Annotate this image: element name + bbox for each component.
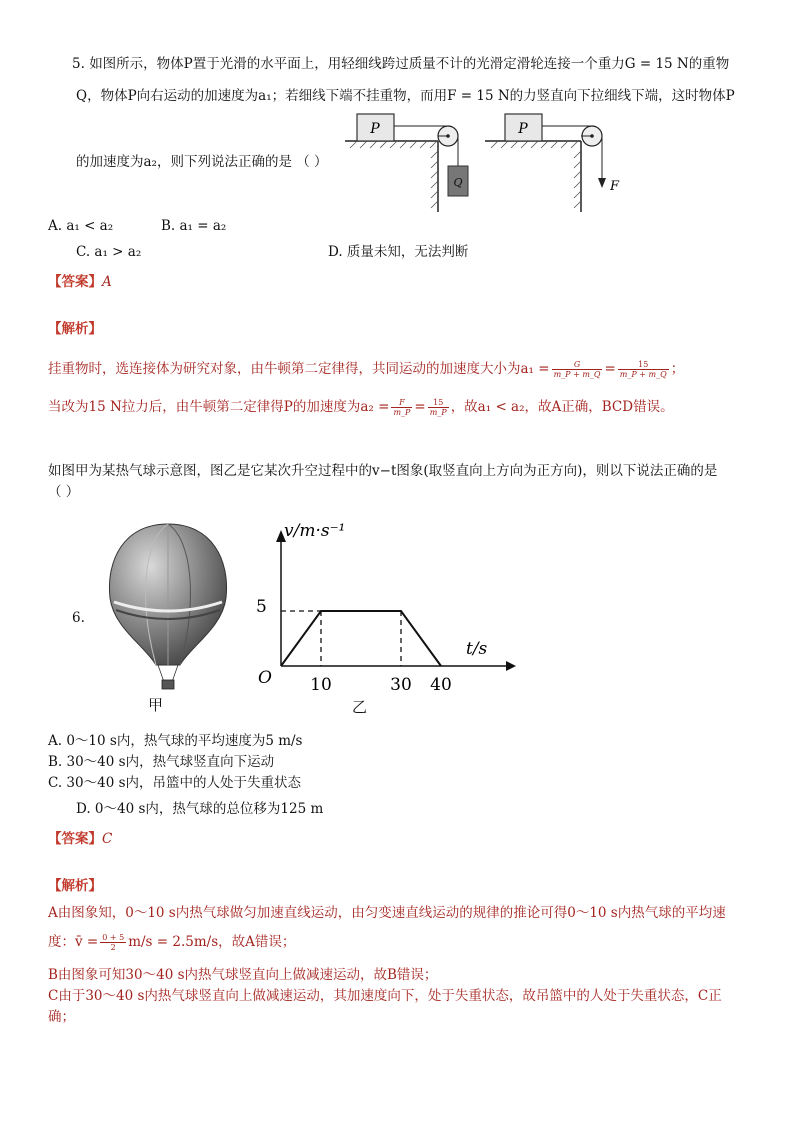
q5-stem-line2: Q，物体P向右运动的加速度为a₁；若细线下端不挂重物，而用F = 15 N的力竖直向下拉细线下端，这时物体P <box>76 88 735 104</box>
q6-stem-line1: 如图甲为某热气球示意图，图乙是它某次升空过程中的v−t图象(取竖直向上方向为正方向)，则以下说法正确的是 <box>48 463 718 479</box>
q6-analysis-c-line2: 确； <box>48 1009 75 1025</box>
q5-stem-line3: 的加速度为a₂，则下列说法正确的是 （ ） <box>76 154 328 170</box>
q6-option-d: D. 0～40 s内，热气球的总位移为125 m <box>76 801 324 817</box>
x-tick-label: 30 <box>390 675 412 695</box>
q5-analysis-line1: 挂重物时，选连接体为研究对象，由牛顿第二定律得，共同运动的加速度大小为a₁ = $\frac{G}{m\_P + m\_Q}$ = $\frac{15}{m\_P + m\_Q}$ ； <box>48 360 685 379</box>
svg-text:Q: Q <box>453 176 463 189</box>
q5-pulley-figure <box>345 108 635 216</box>
q5-option-c: C. a₁ > a₂ <box>76 244 142 260</box>
q6-analysis-a-line1: A由图象知，0～10 s内热气球做匀加速直线运动，由匀变速直线运动的规律的推论可得0～10 s内热气球的平均速 <box>48 905 726 921</box>
svg-text:P: P <box>370 121 380 137</box>
v-t-graph <box>240 510 520 720</box>
q6-number: 6. <box>72 610 85 626</box>
q6-analysis-b: B由图象可知30～40 s内热气球竖直向上做减速运动，故B错误； <box>48 967 438 983</box>
x-tick-label: 10 <box>310 675 332 695</box>
x-axis-label: t/s <box>466 639 488 659</box>
q5-option-b: B. a₁ = a₂ <box>161 218 227 234</box>
hot-air-balloon-image <box>104 520 234 720</box>
q6-option-b: B. 30～40 s内，热气球竖直向下运动 <box>48 754 275 770</box>
q6-analysis-a-line2: 度：v̄ = $\frac{0 + 5}{2}$ m/s = 2.5m/s，故A错误； <box>48 933 296 952</box>
q5-option-a: A. a₁ < a₂ <box>48 218 114 234</box>
q5-option-d: D. 质量未知，无法判断 <box>328 244 469 260</box>
balloon-caption: 甲 <box>148 696 164 714</box>
y-axis-label: v/m·s⁻¹ <box>284 521 346 541</box>
origin-label: O <box>258 668 272 688</box>
q6-analysis-c-line1: C由于30～40 s内热气球竖直向上做减速运动，其加速度向下，处于失重状态，故吊篮中的人处于失重状态，C正 <box>48 988 722 1004</box>
q6-option-a: A. 0～10 s内，热气球的平均速度为5 m/s <box>48 733 303 749</box>
q6-analysis-label: 【解析】 <box>48 878 102 894</box>
q5-stem-line1: 5. 如图所示，物体P置于光滑的水平面上，用轻细线跨过质量不计的光滑定滑轮连接一个重力G = 15 N的重物 <box>72 56 730 72</box>
velocity-series-line <box>281 611 441 666</box>
q5-answer: 【答案】A <box>48 274 112 290</box>
q5-analysis-label: 【解析】 <box>48 321 102 337</box>
q5-analysis-line2: 当改为15 N拉力后，由牛顿第二定律得P的加速度为a₂ = $\frac{F}{m\_P}$ = $\frac{15}{m\_P}$ ，故a₁ < a₂，故A正确，BCD错误。 <box>48 398 674 417</box>
svg-text:F: F <box>610 179 620 194</box>
y-tick-label: 5 <box>256 597 267 617</box>
q5-right-setup <box>485 114 620 212</box>
q5-left-setup <box>345 114 468 212</box>
q6-stem-line2: （ ） <box>48 484 80 500</box>
q6-option-c: C. 30～40 s内，吊篮中的人处于失重状态 <box>48 775 302 791</box>
svg-text:P: P <box>518 121 528 137</box>
q6-answer: 【答案】C <box>48 831 113 847</box>
x-tick-label: 40 <box>430 675 452 695</box>
graph-caption: 乙 <box>352 698 368 716</box>
